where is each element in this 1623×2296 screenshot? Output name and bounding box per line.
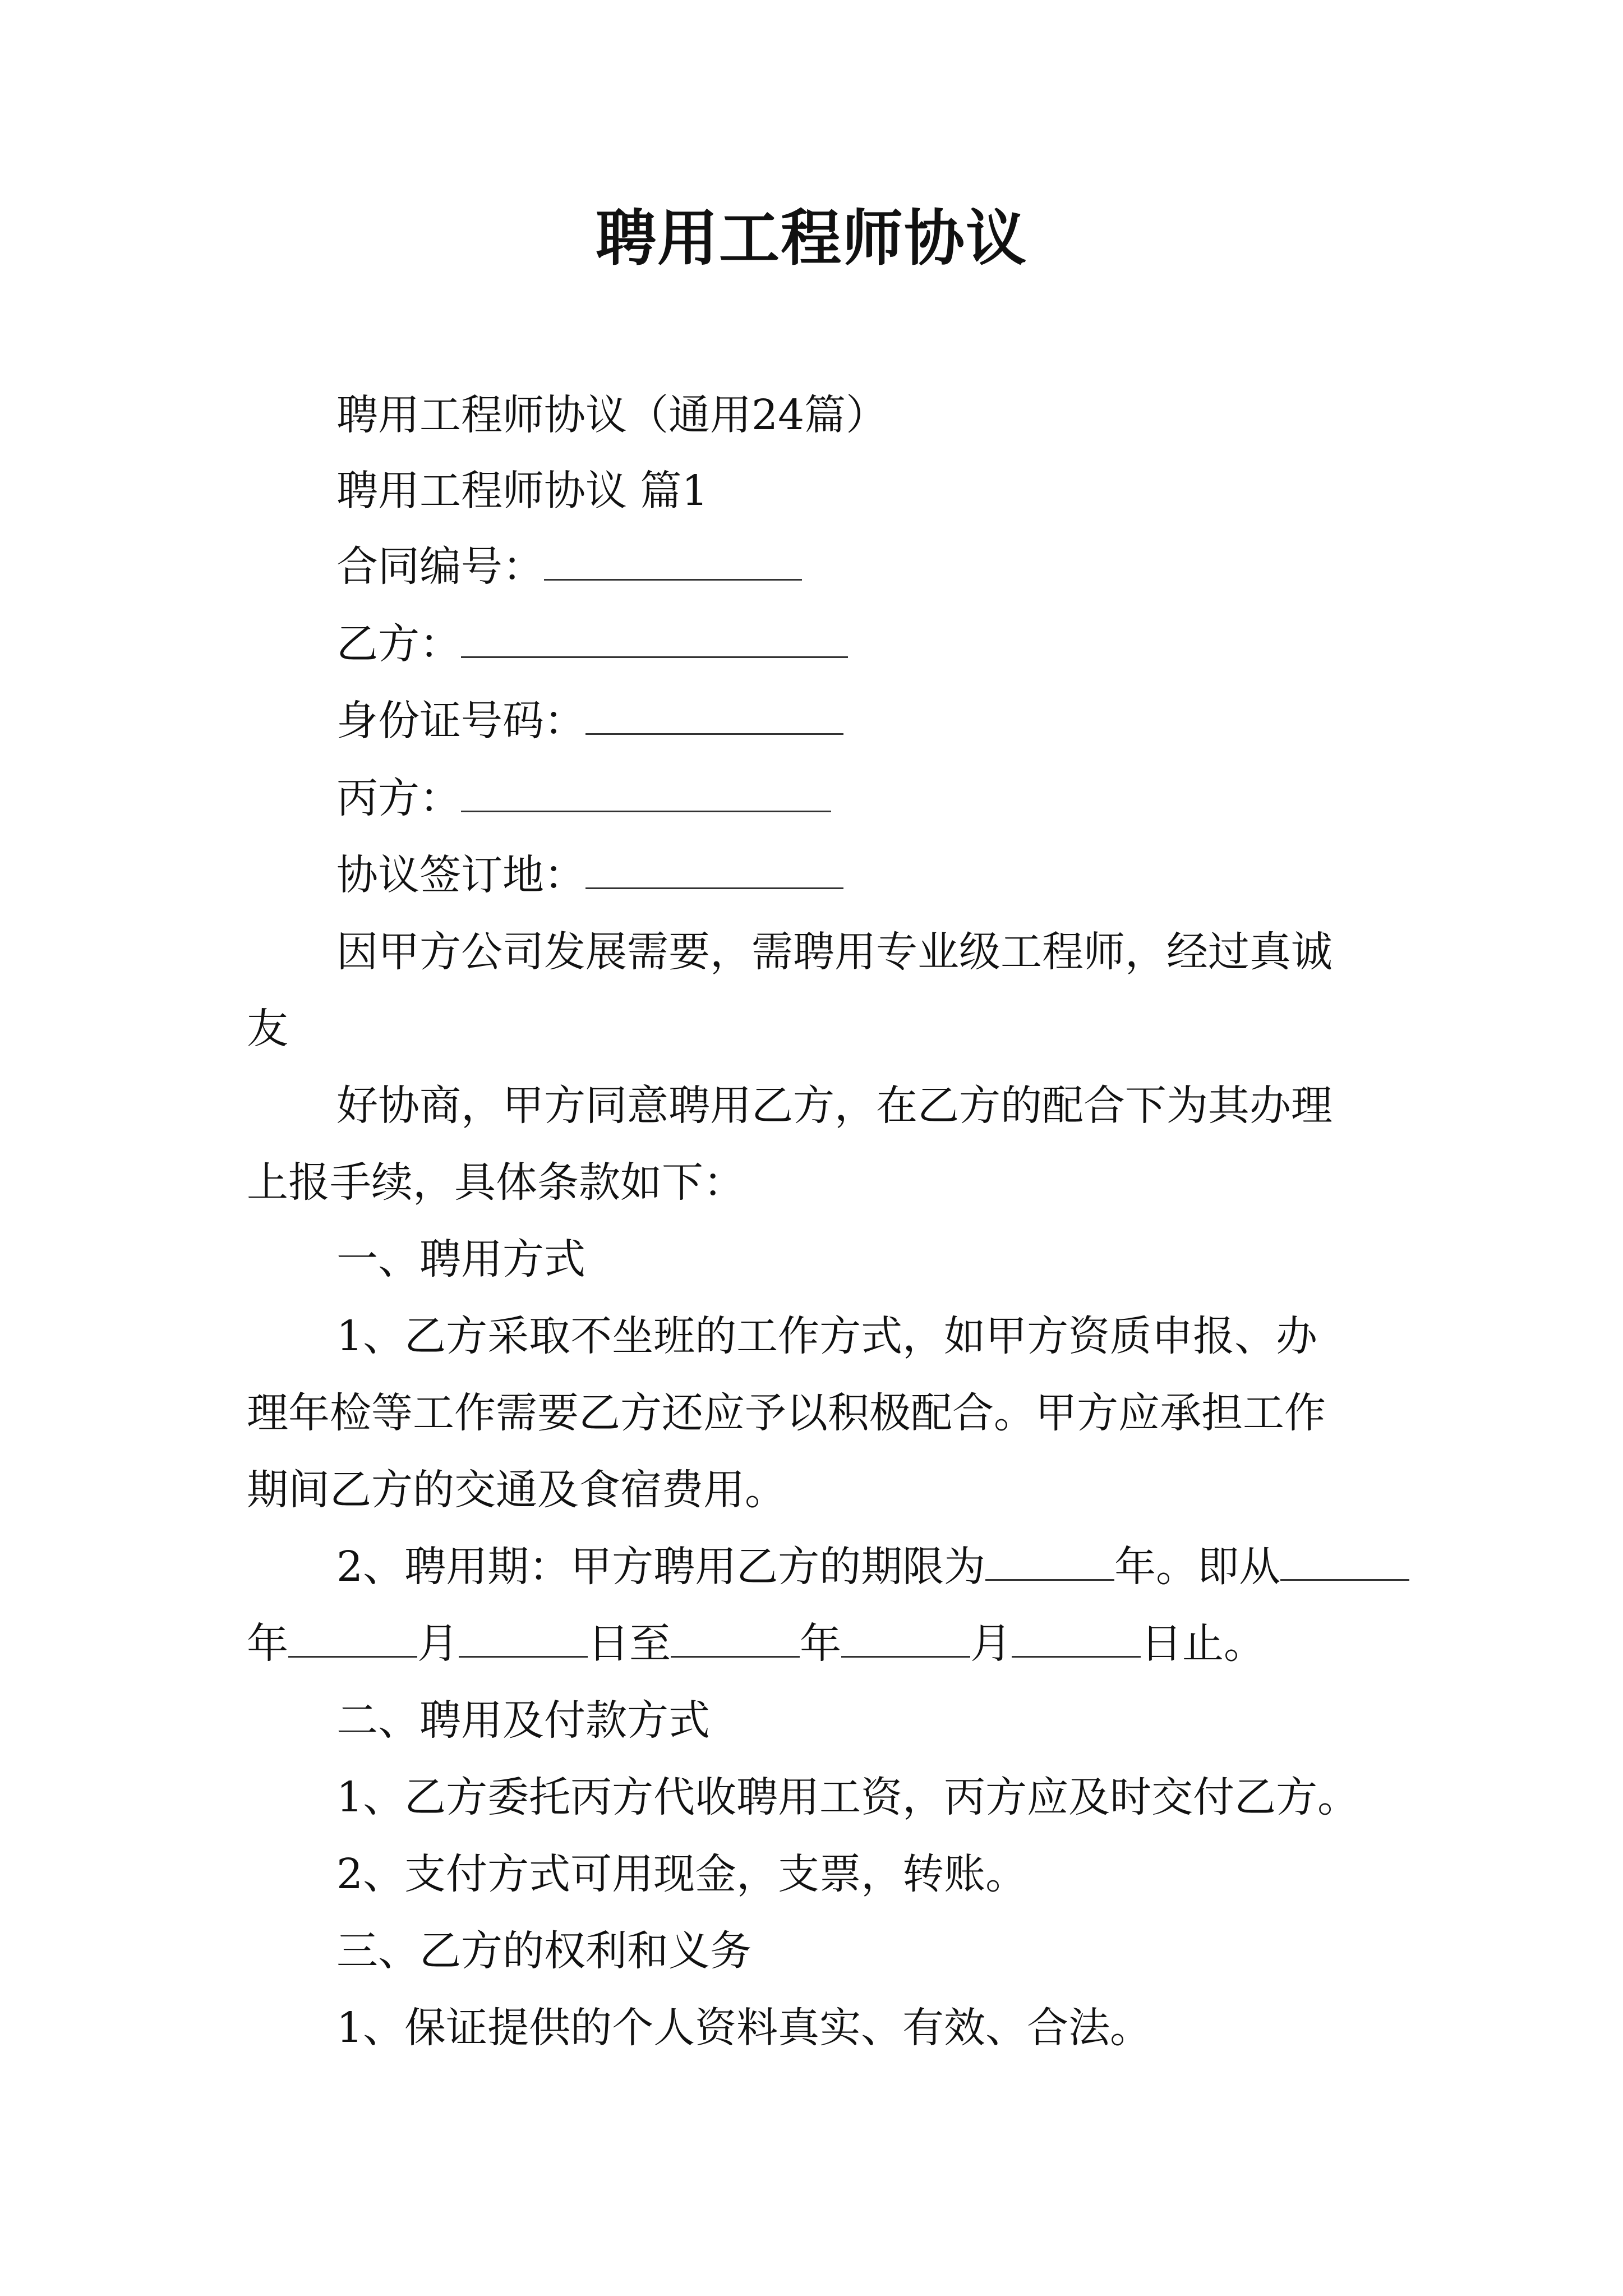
intro-line-3: 好协商，甲方同意聘用乙方，在乙方的配合下为其办理 (336, 1082, 1332, 1130)
date-day-end: 日止。 (1141, 1619, 1265, 1668)
section1-item1-line3: 期间乙方的交通及食宿费用。 (247, 1466, 786, 1514)
document-subtitle: 聘用工程师协议（通用24篇） (336, 391, 888, 439)
blank-line (461, 777, 831, 812)
blank-line (1012, 1622, 1141, 1658)
section1-item2-line2 (247, 1616, 1413, 1672)
date-month-2: 月 (970, 1619, 1012, 1668)
field-label: 协议签订地： (336, 851, 585, 899)
date-year-1: 年 (247, 1619, 288, 1668)
blank-line (288, 1622, 417, 1658)
blank-line (544, 545, 802, 581)
section3-item1: 1、保证提供的个人资料真实、有效、合法。 (336, 2004, 1152, 2052)
term-year-text: 年。即从 (1114, 1543, 1281, 1591)
field-contract-number (336, 539, 1413, 595)
field-id-number (336, 693, 1413, 749)
field-party-b (336, 616, 1413, 672)
term-prefix: 2、聘用期：甲方聘用乙方的期限为 (336, 1543, 986, 1591)
field-label: 身份证号码： (336, 697, 585, 745)
blank-line (985, 1545, 1114, 1581)
section2-item1: 1、乙方委托丙方代收聘用工资，丙方应及时交付乙方。 (336, 1773, 1359, 1821)
document-title: 聘用工程师协议 (595, 203, 1027, 274)
blank-line (585, 854, 843, 889)
intro-line-1: 因甲方公司发展需要，需聘用专业级工程师，经过真诚 (336, 928, 1332, 976)
date-day-to: 日至 (588, 1619, 671, 1668)
intro-line-2: 友 (247, 1005, 288, 1053)
field-label: 合同编号： (336, 542, 544, 591)
field-label: 乙方： (336, 620, 461, 668)
date-month-1: 月 (417, 1619, 459, 1668)
section2-heading: 二、聘用及付款方式 (336, 1696, 710, 1745)
blank-line (671, 1622, 800, 1658)
blank-line (459, 1622, 588, 1658)
blank-line (841, 1622, 970, 1658)
intro-line-4: 上报手续，具体条款如下： (247, 1158, 745, 1207)
section3-heading: 三、乙方的权利和义务 (336, 1927, 751, 1975)
field-signing-place (336, 847, 1413, 903)
section1-item1-line1: 1、乙方采取不坐班的工作方式，如甲方资质申报、办 (336, 1312, 1318, 1360)
blank-line (585, 700, 843, 735)
date-year-2: 年 (800, 1619, 841, 1668)
blank-line (1280, 1545, 1409, 1581)
section1-item2-line1 (336, 1539, 1413, 1595)
field-party-c (336, 770, 1413, 826)
section2-item2: 2、支付方式可用现金，支票，转账。 (336, 1850, 1027, 1898)
field-label: 丙方： (336, 774, 461, 822)
section1-item1-line2: 理年检等工作需要乙方还应予以积极配合。甲方应承担工作 (247, 1389, 1326, 1437)
section-label: 聘用工程师协议 篇1 (336, 467, 708, 515)
section1-heading: 一、聘用方式 (336, 1235, 585, 1283)
blank-line (461, 623, 848, 658)
